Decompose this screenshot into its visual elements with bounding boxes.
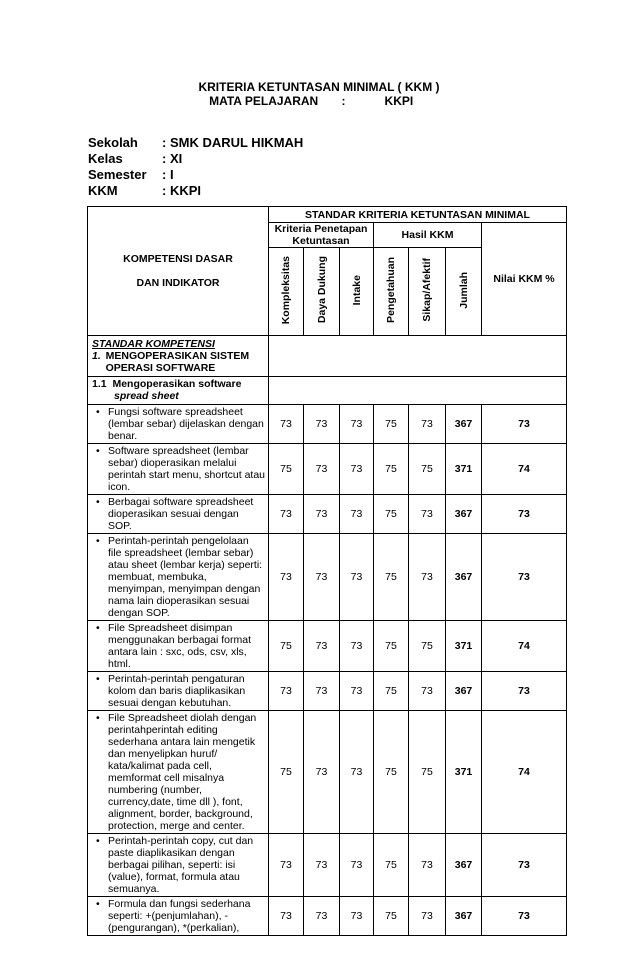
indicator-text: Perintah-perintah pengaturan kolom dan baris diaplikasikan sesuai dengan kebutuhan.	[108, 673, 246, 709]
cell-kompleksitas: 73	[269, 405, 304, 444]
table-row	[88, 534, 567, 621]
subject-value: KKPI	[384, 94, 414, 108]
indicator-cell	[88, 621, 269, 672]
indicator-cell	[88, 672, 269, 711]
kkm-table	[87, 206, 567, 936]
kompetensi-dasar: 1.1 Mengoperasikan software spread sheet	[88, 377, 269, 405]
cell-jumlah: 367	[446, 495, 482, 534]
cell-jumlah: 371	[446, 711, 482, 834]
indicator-text: Perintah-perintah copy, cut dan paste diaplikasikan dengan berbagai pilihan, seperti: isi (value), format, formula atau semuanya.	[108, 835, 254, 895]
cell-nilai-kkm: 74	[482, 711, 567, 834]
cell-daya-dukung: 73	[304, 495, 340, 534]
cell-jumlah: 367	[446, 672, 482, 711]
cell-jumlah: 367	[446, 534, 482, 621]
cell-kompleksitas: 73	[269, 897, 304, 936]
cell-sikap-afektif: 75	[409, 711, 446, 834]
cell-daya-dukung: 73	[304, 672, 340, 711]
subject-label: MATA PELAJARAN	[209, 94, 319, 108]
cell-daya-dukung: 73	[304, 711, 340, 834]
bullet-icon: •	[96, 898, 100, 910]
table-row	[88, 621, 567, 672]
bullet-icon: •	[96, 535, 100, 547]
table-row	[88, 711, 567, 834]
cell-pengetahuan: 75	[374, 897, 409, 936]
cell-daya-dukung: 73	[304, 834, 340, 897]
table-row	[88, 834, 567, 897]
cell-nilai-kkm: 74	[482, 444, 567, 495]
cell-nilai-kkm: 73	[482, 672, 567, 711]
indicator-text: Perintah-perintah pengelolaan file spreadsheet (lembar sebar) atau sheet (lembar kerja) seperti: membuat, membuka, menyimpan, menyimpan dengan nama lain dioperasikan sesuai dengan SOP.	[108, 535, 263, 619]
indicator-text: Formula dan fungsi sederhana seperti: +(penjumlahan), -(pengurangan), *(perkalian),	[108, 898, 251, 934]
cell-intake: 73	[340, 897, 374, 936]
cell-pengetahuan: 75	[374, 405, 409, 444]
cell-pengetahuan: 75	[374, 711, 409, 834]
cell-nilai-kkm: 73	[482, 495, 567, 534]
cell-jumlah: 367	[446, 897, 482, 936]
table-row	[88, 672, 567, 711]
table-row	[88, 405, 567, 444]
cell-daya-dukung: 73	[304, 534, 340, 621]
cell-pengetahuan: 75	[374, 534, 409, 621]
cell-kompleksitas: 73	[269, 495, 304, 534]
bullet-icon: •	[96, 673, 100, 685]
bullet-icon: •	[96, 622, 100, 634]
table-row	[88, 897, 567, 936]
document-title: KRITERIA KETUNTASAN MINIMAL ( KKM )	[198, 80, 440, 94]
cell-pengetahuan: 75	[374, 621, 409, 672]
cell-intake: 73	[340, 405, 374, 444]
bullet-icon: •	[96, 496, 100, 508]
cell-kompleksitas: 75	[269, 621, 304, 672]
info-school: Sekolah : SMK DARUL HIKMAH	[88, 135, 304, 150]
col-pengetahuan: Pengetahuan	[374, 248, 409, 336]
cell-jumlah: 371	[446, 621, 482, 672]
kriteria-header: Kriteria Penetapan Ketuntasan	[269, 223, 374, 248]
col-sikap-afektif: Sikap/Afektif	[409, 248, 446, 336]
table-row	[88, 444, 567, 495]
cell-daya-dukung: 73	[304, 405, 340, 444]
cell-intake: 73	[340, 711, 374, 834]
indicator-text: Fungsi software spreadsheet (lembar sebar) dijelaskan dengan benar.	[108, 406, 264, 442]
indicator-cell	[88, 495, 269, 534]
bullet-icon: •	[96, 712, 100, 724]
cell-nilai-kkm: 73	[482, 534, 567, 621]
indicator-cell	[88, 444, 269, 495]
cell-nilai-kkm: 73	[482, 897, 567, 936]
cell-sikap-afektif: 73	[409, 495, 446, 534]
cell-nilai-kkm: 73	[482, 834, 567, 897]
indicator-text: File Spreadsheet diolah dengan perintahperintah editing sederhana antara lain mengetik dan menyelipkan huruf/ kata/kalimat pada cell, memformat cell misalnya numbering (number, currency,date, time dll ), font, alignment, border, background, protection, merge and center.	[108, 712, 257, 832]
cell-kompleksitas: 75	[269, 711, 304, 834]
cell-pengetahuan: 75	[374, 672, 409, 711]
cell-intake: 73	[340, 444, 374, 495]
indicator-text: Berbagai software spreadsheet dioperasikan sesuai dengan SOP.	[108, 496, 254, 532]
col-kompleksitas: Kompleksitas	[269, 248, 304, 336]
indicator-cell	[88, 534, 269, 621]
cell-intake: 73	[340, 534, 374, 621]
indicator-cell	[88, 897, 269, 936]
col-daya-dukung: Daya Dukung	[304, 248, 340, 336]
cell-sikap-afektif: 75	[409, 621, 446, 672]
cell-kompleksitas: 73	[269, 834, 304, 897]
cell-sikap-afektif: 73	[409, 897, 446, 936]
indicator-cell	[88, 711, 269, 834]
subject-separator: :	[341, 94, 346, 108]
indicator-text: Software spreadsheet (lembar sebar) dioperasikan melalui perintah start menu, shortcut atau icon.	[108, 445, 266, 493]
indicator-text: File Spreadsheet disimpan menggunakan berbagai format antara lain : sxc, ods, csv, xls, html.	[108, 622, 252, 670]
indicator-cell	[88, 834, 269, 897]
cell-nilai-kkm: 73	[482, 405, 567, 444]
cell-sikap-afektif: 75	[409, 444, 446, 495]
cell-pengetahuan: 75	[374, 444, 409, 495]
cell-jumlah: 367	[446, 834, 482, 897]
cell-kompleksitas: 73	[269, 672, 304, 711]
cell-sikap-afektif: 73	[409, 534, 446, 621]
cell-sikap-afektif: 73	[409, 834, 446, 897]
subject-line	[0, 94, 638, 108]
kd-header: KOMPETENSI DASAR DAN INDIKATOR	[88, 207, 269, 336]
cell-pengetahuan: 75	[374, 495, 409, 534]
cell-sikap-afektif: 73	[409, 672, 446, 711]
cell-jumlah: 367	[446, 405, 482, 444]
cell-intake: 73	[340, 672, 374, 711]
cell-jumlah: 371	[446, 444, 482, 495]
bullet-icon: •	[96, 445, 100, 457]
cell-intake: 73	[340, 834, 374, 897]
cell-daya-dukung: 73	[304, 444, 340, 495]
cell-nilai-kkm: 74	[482, 621, 567, 672]
info-class: Kelas : XI	[88, 151, 183, 166]
standar-kompetensi: STANDAR KOMPETENSI 1. MENGOPERASIKAN SISTEM OPERASI SOFTWARE	[88, 336, 269, 377]
cell-pengetahuan: 75	[374, 834, 409, 897]
bullet-icon: •	[96, 406, 100, 418]
cell-intake: 73	[340, 621, 374, 672]
col-intake: Intake	[340, 248, 374, 336]
hasil-header: Hasil KKM	[374, 223, 482, 248]
col-jumlah: Jumlah	[446, 248, 482, 336]
info-semester: Semester : I	[88, 167, 174, 182]
cell-daya-dukung: 73	[304, 621, 340, 672]
indicator-cell	[88, 405, 269, 444]
standar-header: STANDAR KRITERIA KETUNTASAN MINIMAL	[269, 207, 567, 223]
info-kkm: KKM : KKPI	[88, 183, 201, 198]
bullet-icon: •	[96, 835, 100, 847]
cell-kompleksitas: 75	[269, 444, 304, 495]
cell-intake: 73	[340, 495, 374, 534]
cell-daya-dukung: 73	[304, 897, 340, 936]
nilai-header: Nilai KKM %	[482, 223, 567, 336]
cell-sikap-afektif: 73	[409, 405, 446, 444]
table-row	[88, 495, 567, 534]
cell-kompleksitas: 73	[269, 534, 304, 621]
